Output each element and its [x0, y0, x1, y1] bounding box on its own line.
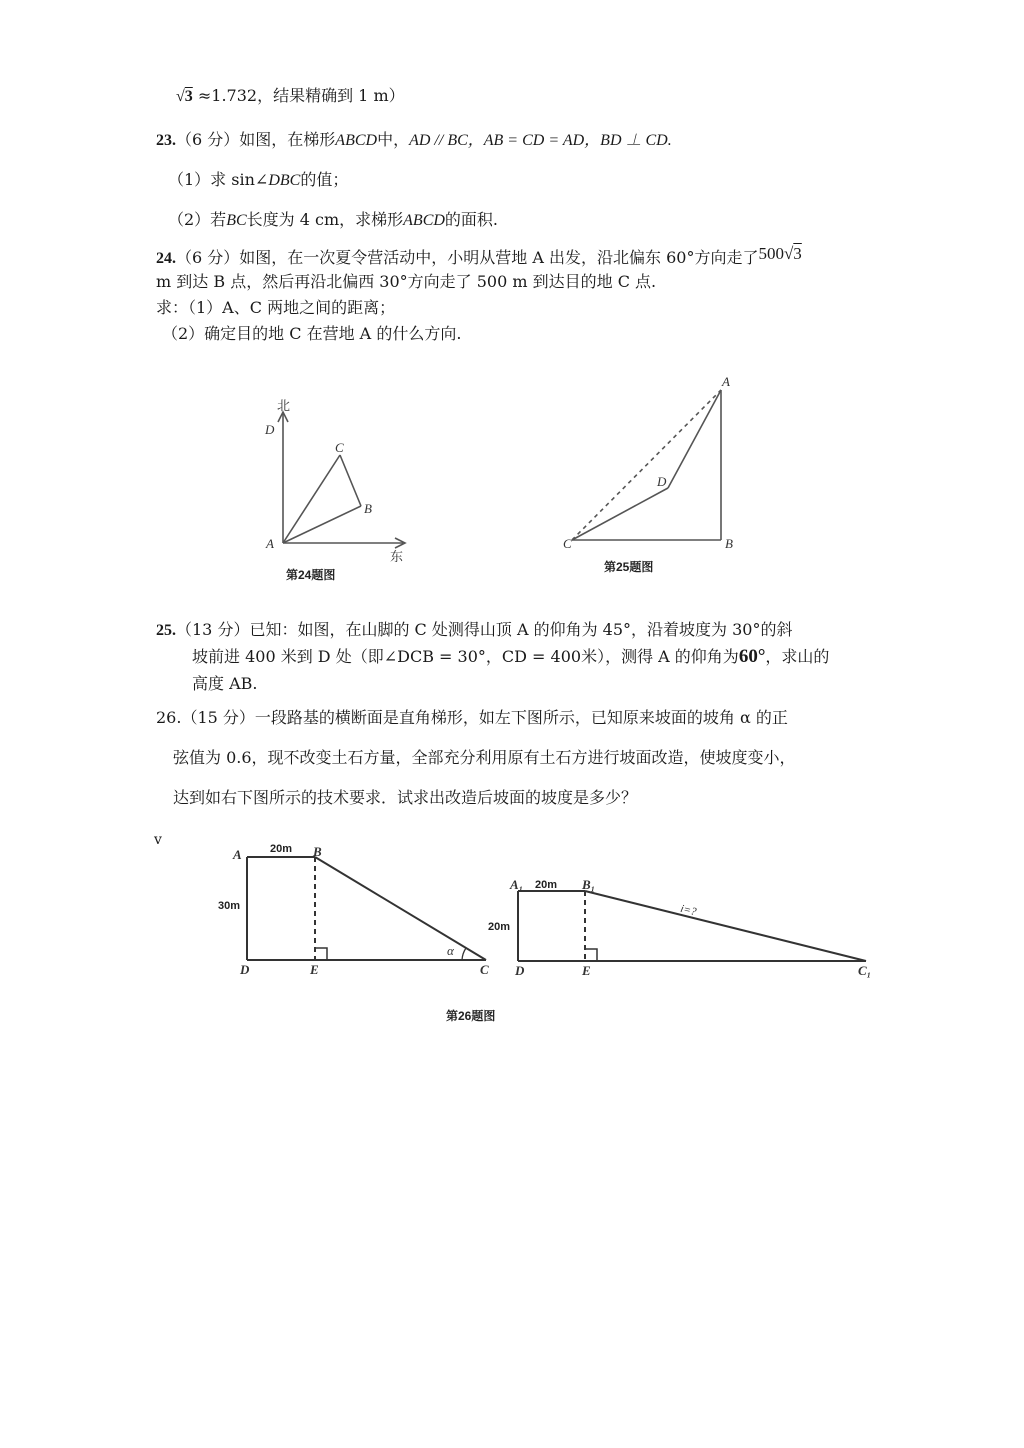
fig26l-c: C — [480, 962, 489, 977]
fig25-c: C — [563, 536, 572, 551]
segment-da — [668, 390, 721, 488]
q25-line1: 25.（13 分）已知：如图，在山脚的 C 处测得山顶 A 的仰角为 45°，沿着坡度为 30°的斜 — [156, 620, 793, 639]
fig26r-c1: C₁ — [858, 963, 872, 978]
fig26r-e: E — [582, 963, 591, 978]
fig26l-d: D — [240, 962, 250, 977]
q26-line1: 26.（15 分）一段路基的横断面是直角梯形，如左下图所示，已知原来坡面的坡角 α 的正 — [156, 708, 788, 727]
q23-stem: 23.（6 分）如图，在梯形ABCD中，AD // BC，AB = CD = AD，BD ⊥ CD. — [156, 130, 672, 149]
q24-line3: 求：（1）A、C 两地之间的距离； — [156, 298, 396, 317]
fig24-b: B — [364, 501, 372, 516]
fig26r-a1: A₁ — [510, 877, 524, 892]
angle-alpha-arc — [462, 948, 466, 960]
q26-line2: 弦值为 0.6，现不改变土石方量，全部充分利用原有土石方进行坡面改造，使坡度变小， — [173, 748, 796, 767]
q24-line2: m 到达 B 点，然后再沿北偏西 30°方向走了 500 m 到达目的地 C 点. — [156, 272, 657, 291]
right-angle-mark — [315, 948, 327, 960]
segment-b1c1 — [585, 891, 866, 961]
fig24-east: 东 — [390, 549, 404, 564]
q24-distance: 500√3 — [758, 244, 802, 263]
fig24-north: 北 — [277, 398, 291, 413]
stray-mark: v — [154, 832, 162, 848]
q23-part1: （1）求 sin∠DBC的值； — [168, 170, 349, 189]
fig24-c: C — [335, 440, 344, 455]
fig26l-top-dim: 20m — [270, 843, 293, 855]
segment-bc — [315, 857, 486, 960]
q24-line1: 24.（6 分）如图，在一次夏令营活动中，小明从营地 A 出发，沿北偏东 60°方向走了500√3 — [156, 244, 802, 267]
fig25-a: A — [722, 374, 730, 389]
segment-bc — [340, 455, 361, 506]
sqrt-symbol: √3 — [176, 88, 193, 105]
right-angle-mark — [585, 949, 597, 961]
fig26r-side-dim: 20m — [488, 921, 511, 933]
fig26r-d: D — [515, 963, 525, 978]
fig26l-side-dim: 30m — [218, 900, 241, 912]
fig26l-alpha: α — [447, 943, 454, 958]
fig24-a: A — [266, 536, 274, 551]
q23-part2: （2）若BC长度为 4 cm，求梯形ABCD的面积. — [168, 210, 499, 229]
fig24-caption: 第24题图 — [286, 568, 336, 582]
fig26l-b: B — [313, 844, 322, 859]
q25-line3: 高度 AB. — [192, 674, 258, 693]
fig25-b: B — [725, 536, 733, 551]
figure-24 — [278, 412, 405, 548]
figure-25 — [572, 390, 721, 540]
q25-number: 25. — [156, 622, 176, 639]
q25-line2: 坡前进 400 米到 D 处（即∠DCB = 30°，CD = 400米），测得 A 的仰角为60°，求山的 — [192, 646, 830, 667]
q23-condition: AD // BC，AB = CD = AD，BD ⊥ CD. — [409, 132, 672, 149]
q24-number: 24. — [156, 250, 176, 267]
fig24-d: D — [265, 422, 275, 437]
q23-number: 23. — [156, 132, 176, 149]
fig26-caption: 第26题图 — [446, 1009, 496, 1023]
q26-line3: 达到如右下图所示的技术要求．试求出改造后坡面的坡度是多少？ — [173, 788, 638, 807]
fig25-d: D — [657, 474, 667, 489]
fig25-caption: 第25题图 — [604, 560, 654, 574]
fig26r-slope: i=? — [679, 902, 698, 919]
segment-cd — [572, 488, 668, 540]
fig26l-e: E — [310, 962, 319, 977]
fig26r-b1: B₁ — [582, 877, 596, 892]
top-line-text: ≈1.732，结果精确到 1 m） — [197, 86, 405, 105]
segment-ca-dashed — [572, 390, 721, 540]
fig26r-top-dim: 20m — [535, 879, 558, 891]
q24-line4: （2）确定目的地 C 在营地 A 的什么方向. — [162, 324, 462, 343]
figure-26-right — [518, 891, 866, 961]
fig26l-a: A — [233, 847, 242, 862]
